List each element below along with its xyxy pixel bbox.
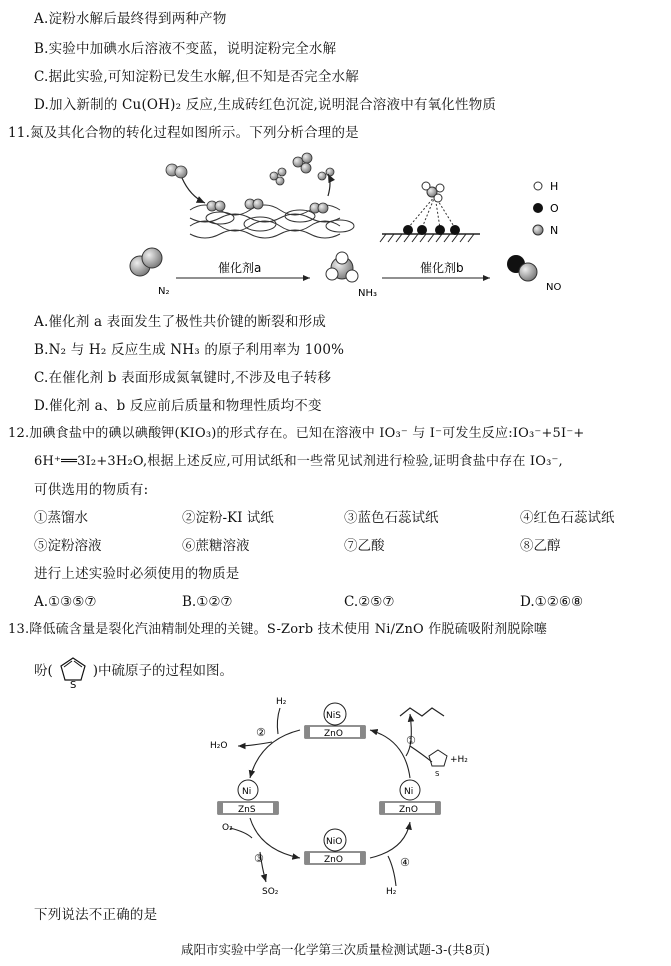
q11-figure — [110, 148, 590, 308]
no-label: NO — [546, 282, 562, 293]
svg-text:ZnO: ZnO — [324, 855, 343, 865]
nis-zno-block — [305, 703, 365, 739]
svg-text:SO₂: SO₂ — [262, 887, 279, 897]
catalyst-b-label: 催化剂b — [420, 261, 464, 275]
catalyst-a-label: 催化剂a — [218, 261, 262, 275]
nio-zno-block — [305, 829, 365, 865]
q13-question: 下列说法不正确的是 — [34, 907, 158, 923]
svg-text:O: O — [550, 202, 559, 215]
q12-material-3: ③蓝色石蕊试纸 — [344, 510, 439, 526]
q13-figure — [200, 690, 500, 900]
svg-text:②: ② — [256, 726, 266, 739]
q12-option-b: B.①②⑦ — [182, 594, 233, 610]
q12-stem-line1: 12.加碘食盐中的碘以碘酸钾(KIO₃)的形式存在。已知在溶液中 IO₃⁻ 与 I⁻可发生反应:IO₃⁻+5I⁻+ — [8, 426, 585, 441]
svg-text:S: S — [69, 680, 77, 690]
q12-material-4: ④红色石蕊试纸 — [520, 510, 615, 526]
q13-stem-line1: 13.降低硫含量是裂化汽油精制处理的关键。S-Zorb 技术使用 Ni/ZnO 作脱硫吸附剂脱除噻 — [8, 622, 548, 637]
q12-stem-line2: 6H⁺══3I₂+3H₂O,根据上述反应,可用试纸和一些常见试剂进行检验,证明食盐中存在 IO₃⁻, — [34, 454, 563, 469]
q11-option-d: D.催化剂 a、b 反应前后质量和物理性质均不变 — [34, 398, 322, 414]
svg-text:Ni: Ni — [242, 787, 252, 797]
q12-question: 进行上述实验时必须使用的物质是 — [34, 566, 240, 582]
q12-option-a: A.①③⑤⑦ — [34, 594, 97, 610]
svg-text:S: S — [435, 770, 440, 778]
svg-text:O₂: O₂ — [222, 823, 233, 833]
svg-text:Ni: Ni — [404, 787, 414, 797]
catalyst-b-surface — [380, 182, 480, 242]
svg-text:①: ① — [406, 734, 416, 747]
q12-material-6: ⑥蔗糖溶液 — [182, 538, 250, 554]
ni-zns-block — [218, 780, 278, 815]
q11-option-a: A.催化剂 a 表面发生了极性共价键的断裂和形成 — [34, 314, 326, 330]
q12-material-8: ⑧乙醇 — [520, 538, 561, 554]
q10-option-b: B.实验中加碘水后溶液不变蓝，说明淀粉完全水解 — [34, 41, 337, 57]
svg-text:ZnO: ZnO — [324, 729, 343, 739]
svg-text:④: ④ — [400, 856, 410, 869]
svg-text:NiO: NiO — [326, 837, 343, 847]
q12-option-d: D.①②⑥⑧ — [520, 594, 584, 610]
ni-zno-block — [380, 780, 440, 815]
n2-label: N₂ — [158, 286, 170, 297]
q13-stem-prefix: 吩( — [34, 663, 53, 679]
svg-text:+H₂: +H₂ — [450, 755, 468, 765]
svg-text:H₂: H₂ — [276, 697, 287, 707]
q10-option-c: C.据此实验,可知淀粉已发生水解,但不知是否完全水解 — [34, 69, 359, 85]
q12-material-7: ⑦乙酸 — [344, 538, 385, 554]
q11-stem: 11.氮及其化合物的转化过程如图所示。下列分析合理的是 — [8, 125, 359, 141]
q12-stem-line3: 可供选用的物质有: — [34, 482, 149, 498]
q10-option-d: D.加入新制的 Cu(OH)₂ 反应,生成砖红色沉淀,说明混合溶液中有氧化性物质 — [34, 97, 497, 113]
svg-text:N: N — [550, 224, 559, 237]
legend — [533, 180, 559, 237]
q12-material-1: ①蒸馏水 — [34, 510, 88, 526]
q13-stem-line2 — [34, 652, 233, 690]
page-footer: 咸阳市实验中学高一化学第三次质量检测试题-3-(共8页) — [180, 942, 491, 957]
q11-option-b: B.N₂ 与 H₂ 反应生成 NH₃ 的原子利用率为 100% — [34, 342, 345, 358]
q10-option-a: A.淀粉水解后最终得到两种产物 — [34, 11, 227, 27]
svg-text:H₂: H₂ — [386, 887, 397, 897]
svg-text:NiS: NiS — [326, 711, 341, 721]
q12-material-2: ②淀粉-KI 试纸 — [182, 510, 274, 526]
svg-text:ZnO: ZnO — [399, 805, 418, 815]
nh3-label: NH₃ — [358, 288, 378, 299]
q13-stem-suffix: )中硫原子的过程如图。 — [92, 663, 234, 679]
q11-option-c: C.在催化剂 b 表面形成氮氧键时,不涉及电子转移 — [34, 370, 332, 386]
svg-text:H₂O: H₂O — [210, 741, 228, 751]
q12-option-c: C.②⑤⑦ — [344, 594, 395, 610]
thiophene-icon — [53, 654, 93, 690]
svg-text:H: H — [550, 180, 559, 193]
svg-text:③: ③ — [254, 852, 264, 865]
svg-text:ZnS: ZnS — [238, 805, 256, 815]
q12-material-5: ⑤淀粉溶液 — [34, 538, 102, 554]
